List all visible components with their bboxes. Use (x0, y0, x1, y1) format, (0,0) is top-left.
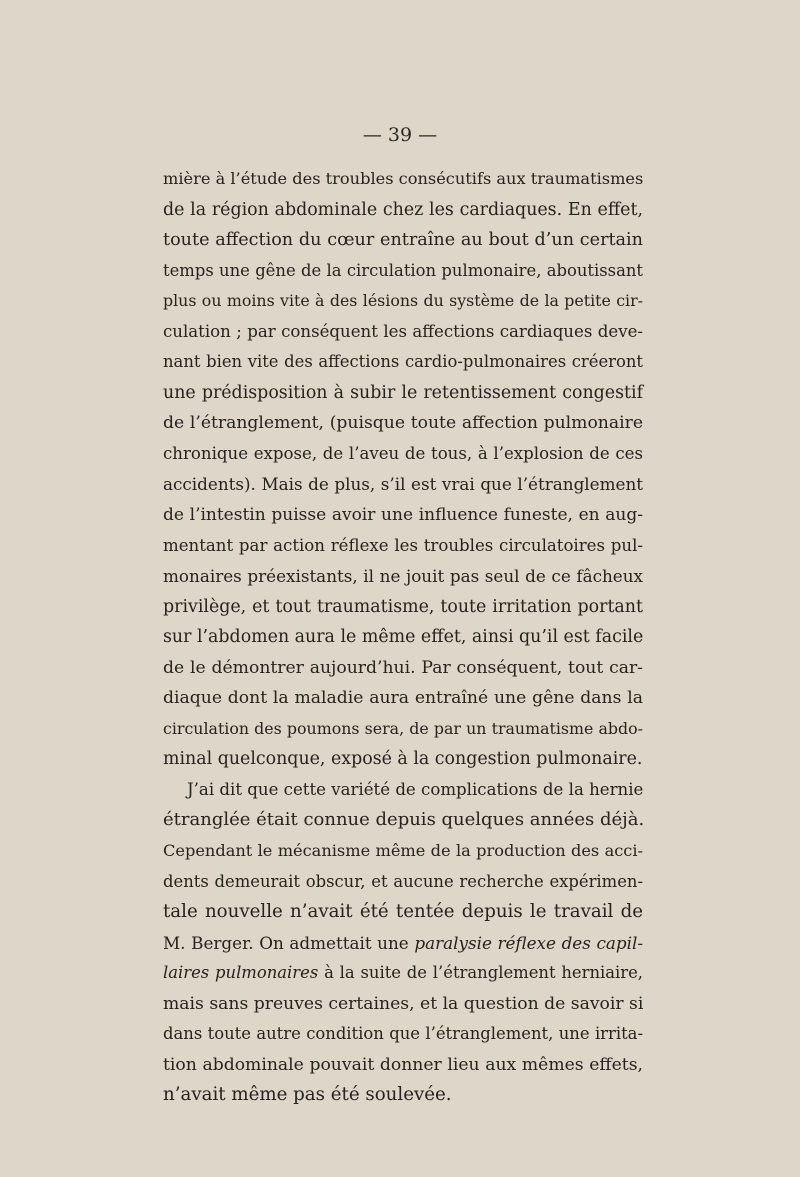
text-line: tale nouvelle n’avait été tentée depuis le travail de (163, 901, 643, 923)
page-number: — 39 — (362, 124, 438, 146)
text-line: Cependant le mécanisme même de la production des acci- (163, 841, 643, 861)
text-line: chronique expose, de l’aveu de tous, à l’explosion de ces (163, 443, 643, 463)
text-line: privilège, et tout traumatisme, toute irritation portant (163, 596, 643, 617)
text-line: J’ai dit que cette variété de complications de la hernie (187, 779, 644, 799)
text-line: nant bien vite des affections cardio-pulmonaires créeront (163, 352, 643, 372)
text-line: plus ou moins vite à des lésions du système de la petite cir- (163, 291, 643, 311)
text-line: tion abdominale pouvait donner lieu aux mêmes effets, (163, 1054, 643, 1075)
text-line: minal quelconque, exposé à la congestion pulmonaire. (163, 749, 643, 770)
text-line: sur l’abdomen aura le même effet, ainsi qu’il est facile (163, 627, 644, 648)
text-line: de le démontrer aujourd’hui. Par conséquent, tout car- (163, 657, 643, 678)
text-line: dans toute autre condition que l’étranglement, une irrita- (163, 1024, 643, 1044)
text-line: de la région abdominale chez les cardiaques. En effet, (163, 199, 643, 220)
text-line: de l’intestin puisse avoir une influence funeste, en aug- (163, 505, 643, 526)
text-line: n’avait même pas été soulevée. (163, 1084, 452, 1106)
body-text (163, 164, 643, 1111)
text-line: temps une gêne de la circulation pulmonaire, aboutissant (163, 260, 643, 280)
text-line: mentant par action réflexe les troubles circulatoires pul- (163, 535, 643, 555)
text-line: monaires préexistants, il ne jouit pas seul de ce fâcheux (163, 566, 643, 587)
text-line: accidents). Mais de plus, s’il est vrai que l’étranglement (163, 474, 643, 495)
italic-phrase: laires pulmonaires (163, 963, 319, 983)
text-line: diaque dont la maladie aura entraîné une gêne dans la (163, 688, 643, 709)
text-line: étranglée était connue depuis quelques années déjà. (163, 809, 645, 831)
text-line: dents demeurait obscur, et aucune recherche expérimen- (163, 871, 643, 891)
text-line: une prédisposition à subir le retentissement congestif (163, 382, 643, 403)
italic-phrase: paralysie réflexe des capil- (414, 932, 644, 953)
text-line: de l’étranglement, (puisque toute affection pulmonaire (163, 413, 643, 434)
text-line (163, 928, 643, 959)
text-line: toute affection du cœur entraîne au bout d’un certain (163, 230, 643, 251)
text-segment: à la suite de l’étranglement herniaire, (318, 963, 643, 983)
text-line: mière à l’étude des troubles consécutifs aux traumatismes (163, 169, 644, 188)
text-segment: M. Berger. On admettait une (163, 932, 415, 953)
text-line: mais sans preuves certaines, et la question de savoir si (163, 993, 644, 1014)
text-line (163, 958, 643, 989)
text-line: culation ; par conséquent les affections cardiaques deve- (163, 321, 643, 341)
text-line: circulation des poumons sera, de par un traumatisme abdo- (163, 718, 643, 738)
